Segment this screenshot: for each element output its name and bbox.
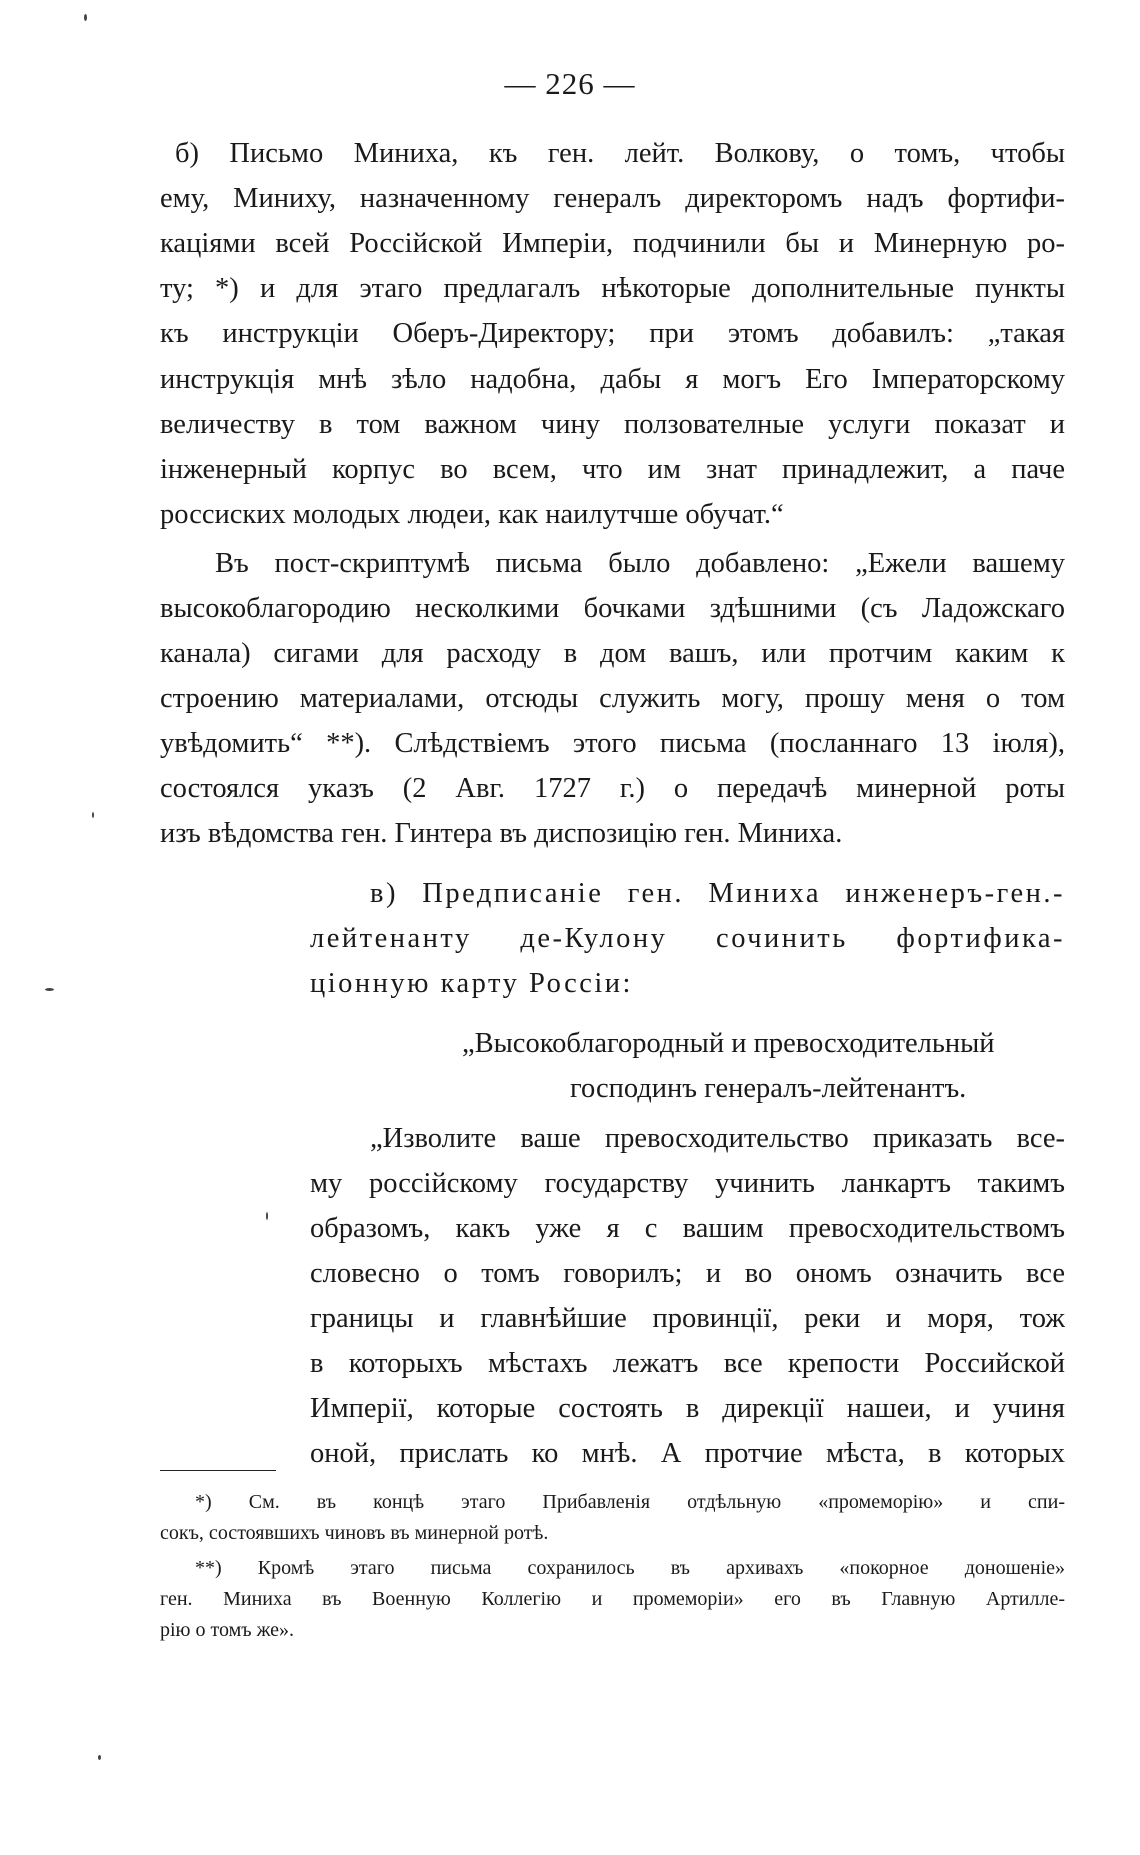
section-heading-line-3: ціонную карту Россіи: xyxy=(310,968,633,999)
body-line-16: изъ вѣдомства ген. Гинтера въ диспозицію ген. Миниха. xyxy=(160,818,843,849)
body-line-9: россиских молодых людеи, как наилутчше обучат.“ xyxy=(160,499,784,530)
letter-line-2: му россійскому государству учинить ланкартъ такимъ xyxy=(310,1168,1065,1199)
body-line-7: величеству в том важном чину ползователные услуги показат и xyxy=(160,409,1065,440)
footnote-line-3: **) Кромѣ этаго письма сохранилось въ архивахъ «покорное доношеніе» xyxy=(195,1557,1065,1579)
footnote-line-4: ген. Миниха въ Военную Коллегію и промеморіи» его въ Главную Артилле- xyxy=(160,1588,1065,1610)
letter-line-4: словесно о томъ говорилъ; и во ономъ означить все xyxy=(310,1258,1065,1289)
section-heading-line-2: лейтенанту де-Кулону сочинить фортифика- xyxy=(310,923,1065,954)
letter-line-5: границы и главнѣйшие провинції, реки и моря, тож xyxy=(310,1303,1065,1334)
body-line-6: инструкція мнѣ зѣло надобна, дабы я могъ Его Імператорскому xyxy=(160,364,1065,395)
section-heading-line-1: в) Предписаніе ген. Миниха инженеръ-ген.- xyxy=(370,878,1065,909)
footnote-line-2: сокъ, состоявшихъ чиновъ въ минерной ротѣ. xyxy=(160,1522,549,1544)
body-line-2: ему, Миниху, назначенному генералъ директоромъ надъ фортифи- xyxy=(160,183,1065,214)
body-line-1: б) Письмо Миниха, къ ген. лейт. Волкову, о томъ, чтобы xyxy=(175,138,1065,169)
letter-line-6: в которыхъ мѣстахъ лежатъ все крепости Российской xyxy=(310,1348,1065,1379)
body-line-13: строению материалами, отсюды служить могу, прошу меня о том xyxy=(160,683,1065,714)
letter-line-7: Имперії, которые состоять в дирекції нашеи, и учиня xyxy=(310,1393,1065,1424)
salutation-line-2: господинъ генералъ-лейтенантъ. xyxy=(570,1073,967,1104)
scan-speck xyxy=(92,812,94,818)
body-line-8: інженерный корпус во всем, что им знат принадлежит, а паче xyxy=(160,454,1065,485)
page-number: — 226 — xyxy=(504,66,636,101)
salutation-line-1: „Высокоблагородный и превосходительный xyxy=(462,1028,995,1059)
letter-line-8: оной, прислать ко мнѣ. А протчие мѣста, в которых xyxy=(310,1438,1065,1469)
scan-speck xyxy=(98,1755,101,1760)
body-line-4: ту; *) и для этаго предлагалъ нѣкоторые дополнительные пункты xyxy=(160,273,1065,304)
footnote-line-5: рію о томъ же». xyxy=(160,1619,295,1641)
footnote-line-1: *) См. въ концѣ этаго Прибавленія отдѣльную «промеморію» и спи- xyxy=(195,1491,1065,1513)
footnote-rule xyxy=(160,1470,276,1471)
body-line-5: къ инструкціи Оберъ-Директору; при этомъ добавилъ: „такая xyxy=(160,318,1065,349)
letter-line-1: „Изволите ваше превосходительство приказать все- xyxy=(370,1123,1065,1154)
scan-speck xyxy=(266,1212,268,1220)
letter-line-3: образомъ, какъ уже я с вашим превосходительствомъ xyxy=(310,1213,1065,1244)
body-line-3: каціями всей Россійской Имперіи, подчинили бы и Минерную ро- xyxy=(160,228,1065,259)
body-line-11: высокоблагородию несколкими бочками здѣшними (съ Ладожскаго xyxy=(160,593,1065,624)
body-line-14: увѣдомить“ **). Слѣдствіемъ этого письма (посланнаго 13 іюля), xyxy=(160,728,1065,759)
body-line-15: состоялся указъ (2 Авг. 1727 г.) о передачѣ минерной роты xyxy=(160,773,1065,804)
body-line-10: Въ пост-скриптумѣ письма было добавлено: „Ежели вашему xyxy=(215,548,1065,579)
scan-speck xyxy=(45,988,54,991)
body-line-12: канала) сигами для расходу в дом вашъ, или протчим каким к xyxy=(160,638,1065,669)
scan-speck xyxy=(84,14,87,21)
